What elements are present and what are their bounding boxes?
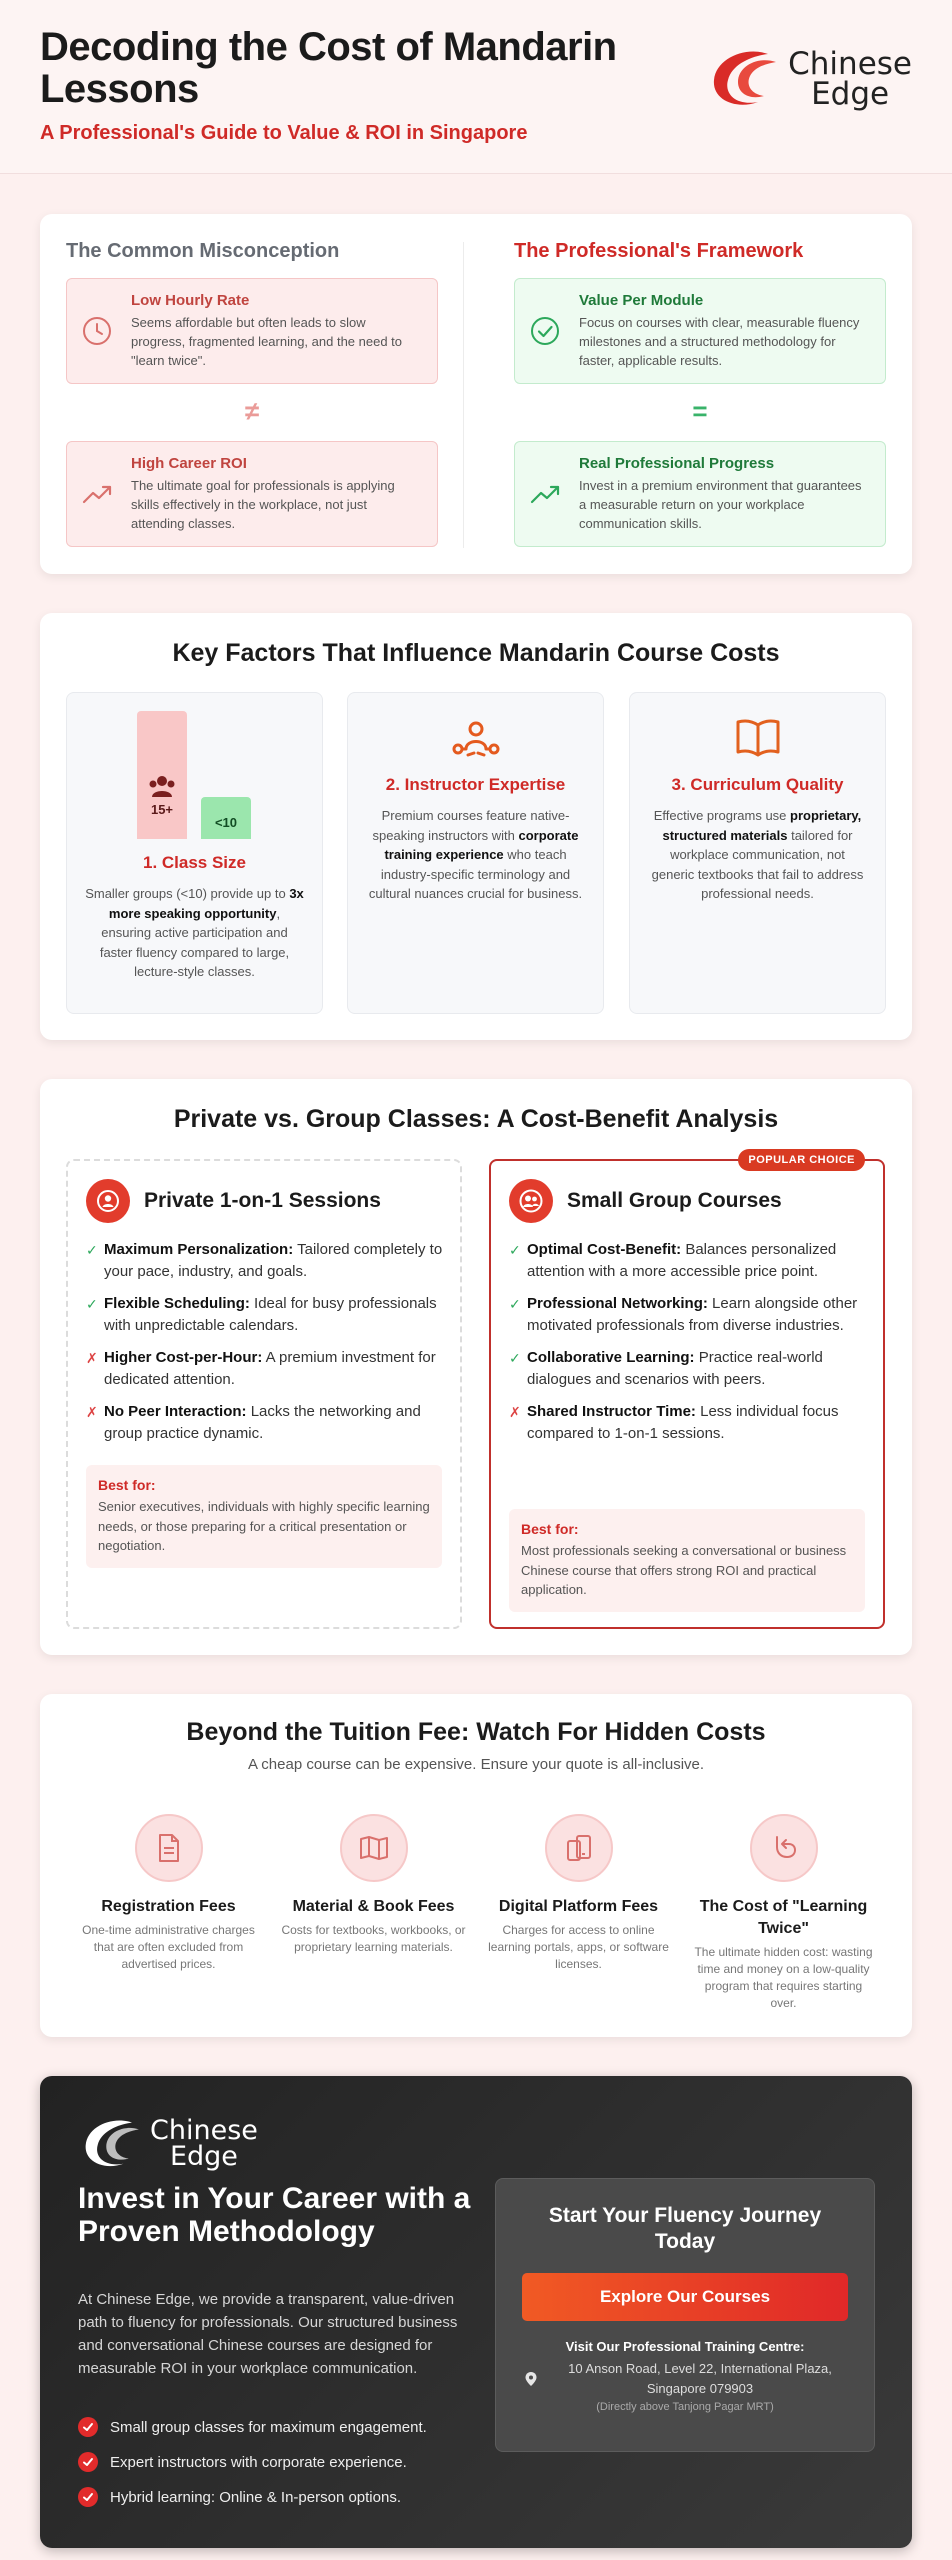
list-item: ✗ No Peer Interaction: Lacks the networking and group practice dynamic. xyxy=(86,1403,421,1442)
page-subtitle: A Professional's Guide to Value & ROI in Singapore xyxy=(40,122,528,144)
best-for-text: Most professionals seeking a conversational or business Chinese course that offers strong ROI and practical application. xyxy=(521,1543,847,1597)
option-title: Private 1-on-1 Sessions xyxy=(144,1189,381,1212)
cost-benefit-section xyxy=(40,1079,912,1655)
open-book-icon xyxy=(630,717,885,762)
location-pin-icon xyxy=(524,2371,538,2387)
box-title: High Career ROI xyxy=(131,455,247,472)
key-factors-section xyxy=(40,613,912,1040)
document-icon xyxy=(135,1814,203,1882)
trend-up-icon xyxy=(529,478,561,510)
list-item: ✓ Maximum Personalization: Tailored completely to your pace, industry, and goals. xyxy=(86,1241,443,1280)
best-for-text: Senior executives, individuals with highly specific learning needs, or those preparing for a critical presentation or negotiation. xyxy=(98,1499,430,1553)
devices-icon xyxy=(545,1814,613,1882)
check-icon: ✓ xyxy=(86,1242,98,1258)
invest-description: At Chinese Edge, we provide a transparent, value-driven path to fluency for professionals. Our structured business and conversational Chinese courses are designed for measurable ROI in your workplace communication. xyxy=(78,2291,458,2377)
check-icon xyxy=(78,2417,98,2437)
section-title: Private vs. Group Classes: A Cost-Benefit Analysis xyxy=(173,1105,779,1133)
instructor-card xyxy=(347,692,604,1014)
visit-label: Visit Our Professional Training Centre: xyxy=(565,2339,805,2354)
hidden-cost-item xyxy=(476,1814,681,1973)
check-icon: ✓ xyxy=(509,1350,521,1366)
factor-title: 3. Curriculum Quality xyxy=(671,775,844,794)
group-feature-list xyxy=(509,1239,867,1455)
trend-up-icon xyxy=(81,478,113,510)
factor-text: Smaller groups (<10) provide up to 3x more speaking opportunity, ensuring active participation and faster fluency compared to large, lecture-style classes. xyxy=(85,886,304,979)
equal-sign: = xyxy=(692,396,708,426)
list-item: ✓ Flexible Scheduling: Ideal for busy professionals with unpredictable calendars. xyxy=(86,1295,437,1334)
explore-courses-button[interactable]: Explore Our Courses xyxy=(522,2273,848,2321)
box-text: The ultimate goal for professionals is applying skills effectively in the workplace, not just attending classes. xyxy=(131,478,395,531)
page-header xyxy=(0,0,952,174)
hidden-cost-title: Registration Fees xyxy=(101,1898,236,1915)
private-feature-list xyxy=(86,1239,444,1455)
box-title: Real Professional Progress xyxy=(579,455,775,472)
hidden-costs-section xyxy=(40,1694,912,2037)
check-icon: ✓ xyxy=(509,1296,521,1312)
benefit-list xyxy=(78,2416,427,2521)
invest-heading: Invest in Your Career with a Proven Methodology xyxy=(78,2182,471,2248)
section-title: Key Factors That Influence Mandarin Course Costs xyxy=(172,639,780,667)
cross-icon: ✗ xyxy=(86,1350,98,1366)
hidden-cost-text: The ultimate hidden cost: wasting time and money on a low-quality program that requires starting over. xyxy=(694,1945,873,2010)
factor-title: 2. Instructor Expertise xyxy=(385,775,566,794)
return-arrow-icon xyxy=(750,1814,818,1882)
misconception-title: The Common Misconception xyxy=(66,240,340,262)
section-title: Beyond the Tuition Fee: Watch For Hidden Costs xyxy=(186,1718,766,1746)
list-item: ✓ Collaborative Learning: Practice real-world dialogues and scenarios with peers. xyxy=(509,1349,823,1388)
mrt-note: (Directly above Tanjong Pagar MRT) xyxy=(596,2401,774,2413)
hidden-cost-item xyxy=(681,1814,886,2012)
list-item: ✗ Higher Cost-per-Hour: A premium investment for dedicated attention. xyxy=(86,1349,436,1388)
best-for-box xyxy=(509,1509,865,1612)
box-text: Focus on courses with clear, measurable fluency milestones and a structured methodology for faster, applicable results. xyxy=(579,315,860,368)
instructor-network-icon xyxy=(348,719,603,764)
brand-logo[interactable] xyxy=(78,2114,258,2174)
large-class-bar xyxy=(137,711,187,839)
box-title: Value Per Module xyxy=(579,292,704,309)
factor-text: Premium courses feature native-speaking instructors with corporate training experience who teach industry-specific terminology and cultural nuances crucial for business. xyxy=(368,808,583,901)
box-text: Seems affordable but often leads to slow progress, fragmented learning, and the need to "learn twice". xyxy=(131,315,403,368)
box-title: Low Hourly Rate xyxy=(131,292,250,309)
list-item: Expert instructors with corporate experience. xyxy=(78,2451,427,2473)
large-class-label: 15+ xyxy=(150,802,174,817)
low-hourly-rate-box xyxy=(66,278,438,384)
hidden-cost-title: Digital Platform Fees xyxy=(498,1898,659,1915)
not-equal-sign: ≠ xyxy=(244,396,260,426)
invest-footer-section xyxy=(40,2076,912,2548)
list-item: Hybrid learning: Online & In-person options. xyxy=(78,2486,427,2508)
curriculum-card xyxy=(629,692,886,1014)
list-item: ✓ Professional Networking: Learn alongside other motivated professionals from diverse industries. xyxy=(509,1295,858,1334)
high-career-roi-box xyxy=(66,441,438,547)
check-icon xyxy=(78,2487,98,2507)
brand-logo[interactable] xyxy=(706,44,912,114)
check-icon xyxy=(78,2452,98,2472)
cta-panel xyxy=(495,2178,875,2452)
logo-word-edge: Edge xyxy=(811,76,890,112)
check-circle-icon xyxy=(529,315,561,347)
cross-icon: ✗ xyxy=(86,1404,98,1420)
best-for-label: Best for: xyxy=(98,1477,156,1493)
factor-text: Effective programs use proprietary, structured materials tailored for workplace communication, not generic textbooks that fail to address professional needs. xyxy=(651,808,864,901)
cross-icon: ✗ xyxy=(509,1404,521,1420)
hidden-cost-title: The Cost of "Learning Twice" xyxy=(699,1898,868,1937)
swoosh-logo-icon xyxy=(78,2114,150,2174)
framework-title: The Professional's Framework xyxy=(514,240,804,262)
small-group-card xyxy=(489,1154,885,1629)
section-tagline: A cheap course can be expensive. Ensure your quote is all-inclusive. xyxy=(247,1756,705,1773)
list-item: Small group classes for maximum engagement. xyxy=(78,2416,427,2438)
hidden-cost-text: One-time administrative charges that are often excluded from advertised prices. xyxy=(82,1923,255,1971)
column-divider xyxy=(463,242,464,548)
check-icon: ✓ xyxy=(86,1296,98,1312)
factor-title: 1. Class Size xyxy=(142,853,246,872)
logo-word-edge: Edge xyxy=(169,2141,238,2172)
option-title: Small Group Courses xyxy=(567,1189,782,1212)
popular-choice-badge: POPULAR CHOICE xyxy=(738,1149,865,1171)
cta-title: Start Your Fluency Journey Today xyxy=(548,2204,822,2253)
logo-word-chinese: Chinese xyxy=(150,2115,258,2146)
check-icon: ✓ xyxy=(509,1242,521,1258)
person-icon xyxy=(86,1179,130,1223)
logo-word-chinese: Chinese xyxy=(788,46,912,82)
swoosh-logo-icon xyxy=(706,44,788,114)
page-title: Decoding the Cost of Mandarin Lessons xyxy=(40,25,617,111)
clock-icon xyxy=(81,315,113,347)
hidden-cost-text: Costs for textbooks, workbooks, or proprietary learning materials. xyxy=(281,1923,466,1954)
box-text: Invest in a premium environment that guarantees a measurable return on your workplace communication skills. xyxy=(579,478,862,531)
list-item: ✓ Optimal Cost-Benefit: Balances personalized attention with a more accessible price point. xyxy=(509,1241,837,1280)
hidden-cost-item xyxy=(66,1814,271,1973)
hidden-cost-title: Material & Book Fees xyxy=(292,1898,455,1915)
private-sessions-card xyxy=(66,1159,462,1629)
small-class-bar xyxy=(201,797,251,839)
list-item: ✗ Shared Instructor Time: Less individual focus compared to 1-on-1 sessions. xyxy=(509,1403,839,1442)
hidden-cost-item xyxy=(271,1814,476,1956)
value-per-module-box xyxy=(514,278,886,384)
group-icon xyxy=(509,1179,553,1223)
class-size-card xyxy=(66,692,323,1014)
misconception-section xyxy=(40,214,912,574)
best-for-label: Best for: xyxy=(521,1521,579,1537)
centre-address: 10 Anson Road, Level 22, International Plaza, Singapore 079903 xyxy=(568,2361,832,2396)
real-progress-box xyxy=(514,441,886,547)
people-icon xyxy=(137,775,187,800)
best-for-box xyxy=(86,1465,442,1568)
small-class-label: <10 xyxy=(214,815,238,830)
hidden-cost-text: Charges for access to online learning portals, apps, or software licenses. xyxy=(488,1923,669,1971)
map-icon xyxy=(340,1814,408,1882)
